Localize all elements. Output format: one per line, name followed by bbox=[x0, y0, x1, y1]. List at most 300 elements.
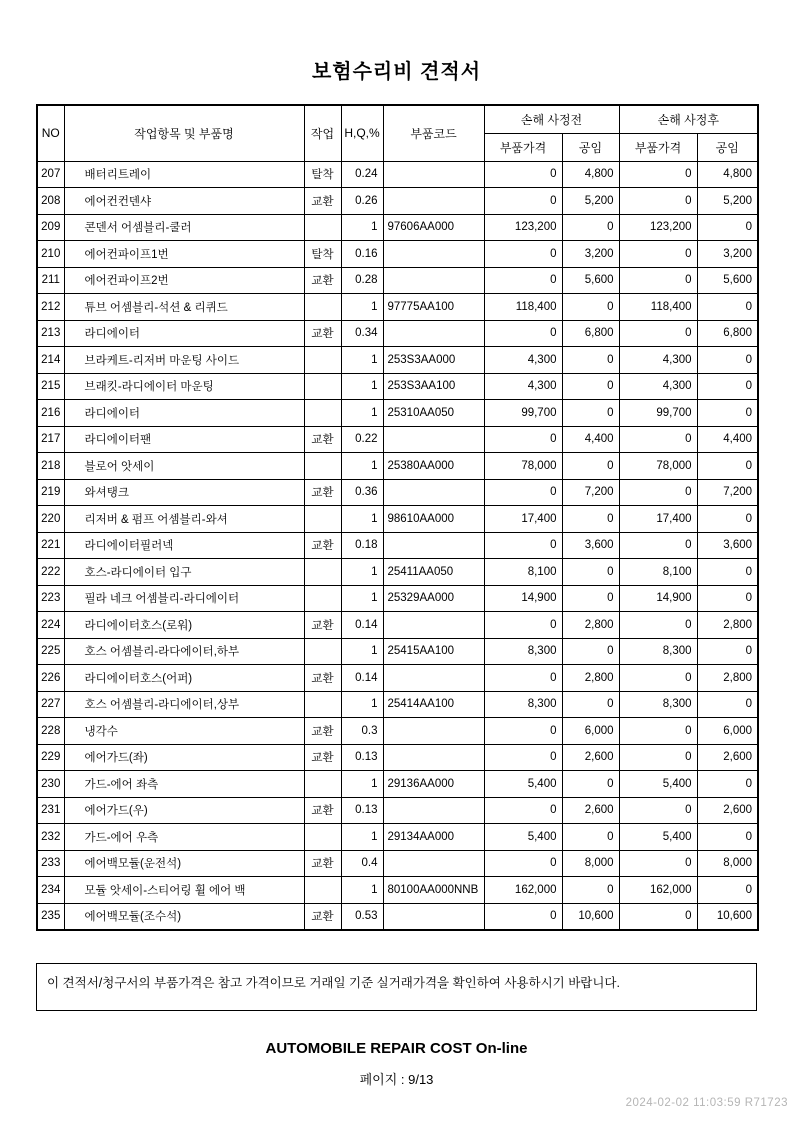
cell-work-type: 교환 bbox=[304, 612, 341, 639]
cell-item-name: 브래킷-라디에이터 마운팅 bbox=[64, 373, 304, 400]
cell-part-code bbox=[383, 426, 484, 453]
cell-hq-percent: 0.14 bbox=[341, 612, 383, 639]
cell-after-part-price: 8,100 bbox=[619, 559, 697, 586]
table-row bbox=[37, 320, 758, 347]
cell-item-name: 필라 네크 어셈블리-라디에이터 bbox=[64, 585, 304, 612]
table-row bbox=[37, 188, 758, 215]
cell-work-type bbox=[304, 453, 341, 480]
cell-hq-percent: 1 bbox=[341, 373, 383, 400]
cell-part-code: 80100AA000NNB bbox=[383, 877, 484, 904]
cell-part-code bbox=[383, 744, 484, 771]
cell-after-part-price: 118,400 bbox=[619, 294, 697, 321]
cell-part-code: 253S3AA100 bbox=[383, 373, 484, 400]
header-before-part-price: 부품가격 bbox=[484, 133, 562, 161]
cell-work-type bbox=[304, 771, 341, 798]
cell-no: 235 bbox=[37, 903, 64, 930]
cell-before-part-price: 0 bbox=[484, 665, 562, 692]
cell-after-part-price: 0 bbox=[619, 188, 697, 215]
cell-after-part-price: 0 bbox=[619, 718, 697, 745]
cell-after-part-price: 14,900 bbox=[619, 585, 697, 612]
cell-before-part-price: 0 bbox=[484, 718, 562, 745]
cell-before-part-price: 123,200 bbox=[484, 214, 562, 241]
cell-before-part-price: 0 bbox=[484, 161, 562, 188]
cell-item-name: 냉각수 bbox=[64, 718, 304, 745]
cell-no: 222 bbox=[37, 559, 64, 586]
cell-after-part-price: 123,200 bbox=[619, 214, 697, 241]
cell-item-name: 라디에이터 bbox=[64, 400, 304, 427]
cell-no: 212 bbox=[37, 294, 64, 321]
table-row bbox=[37, 797, 758, 824]
cell-before-labor: 5,600 bbox=[562, 267, 619, 294]
cell-after-part-price: 0 bbox=[619, 161, 697, 188]
cell-item-name: 라디에이터팬 bbox=[64, 426, 304, 453]
cell-after-labor: 0 bbox=[697, 453, 758, 480]
cell-work-type: 탈착 bbox=[304, 161, 341, 188]
print-timestamp: 2024-02-02 11:03:59 R71723 bbox=[625, 1097, 788, 1109]
cell-part-code: 25310AA050 bbox=[383, 400, 484, 427]
cell-work-type bbox=[304, 294, 341, 321]
cell-before-labor: 0 bbox=[562, 691, 619, 718]
header-after-labor: 공임 bbox=[697, 133, 758, 161]
cell-no: 231 bbox=[37, 797, 64, 824]
table-row bbox=[37, 850, 758, 877]
cell-part-code bbox=[383, 267, 484, 294]
cell-part-code bbox=[383, 903, 484, 930]
cell-before-labor: 0 bbox=[562, 638, 619, 665]
cell-item-name: 라디에이터호스(어퍼) bbox=[64, 665, 304, 692]
cell-item-name: 리저버 & 펌프 어셈블리-와셔 bbox=[64, 506, 304, 533]
table-row bbox=[37, 294, 758, 321]
cell-before-part-price: 8,100 bbox=[484, 559, 562, 586]
cell-after-part-price: 4,300 bbox=[619, 347, 697, 374]
cell-after-part-price: 5,400 bbox=[619, 771, 697, 798]
cell-after-labor: 2,600 bbox=[697, 744, 758, 771]
cell-before-part-price: 8,300 bbox=[484, 638, 562, 665]
cell-after-labor: 0 bbox=[697, 877, 758, 904]
cell-before-labor: 2,800 bbox=[562, 612, 619, 639]
header-after-assessment-group: 손해 사정후 bbox=[619, 105, 758, 133]
cell-part-code: 25415AA100 bbox=[383, 638, 484, 665]
cell-no: 232 bbox=[37, 824, 64, 851]
cell-after-part-price: 0 bbox=[619, 241, 697, 268]
cell-after-labor: 2,800 bbox=[697, 612, 758, 639]
cell-work-type: 교환 bbox=[304, 426, 341, 453]
cell-before-labor: 6,000 bbox=[562, 718, 619, 745]
cell-after-labor: 0 bbox=[697, 347, 758, 374]
cell-after-labor: 7,200 bbox=[697, 479, 758, 506]
cell-after-part-price: 4,300 bbox=[619, 373, 697, 400]
estimate-table-body bbox=[37, 161, 758, 930]
cell-before-part-price: 4,300 bbox=[484, 347, 562, 374]
cell-part-code bbox=[383, 718, 484, 745]
cell-before-part-price: 14,900 bbox=[484, 585, 562, 612]
cell-hq-percent: 0.4 bbox=[341, 850, 383, 877]
cell-after-labor: 2,800 bbox=[697, 665, 758, 692]
cell-part-code: 25329AA000 bbox=[383, 585, 484, 612]
table-row bbox=[37, 771, 758, 798]
cell-work-type: 교환 bbox=[304, 718, 341, 745]
cell-after-labor: 4,800 bbox=[697, 161, 758, 188]
cell-hq-percent: 1 bbox=[341, 559, 383, 586]
cell-hq-percent: 0.3 bbox=[341, 718, 383, 745]
table-row bbox=[37, 718, 758, 745]
cell-after-labor: 0 bbox=[697, 638, 758, 665]
cell-before-part-price: 0 bbox=[484, 188, 562, 215]
cell-part-code bbox=[383, 797, 484, 824]
cell-no: 220 bbox=[37, 506, 64, 533]
cell-after-labor: 0 bbox=[697, 294, 758, 321]
cell-after-labor: 0 bbox=[697, 214, 758, 241]
cell-before-part-price: 0 bbox=[484, 744, 562, 771]
brand-line: AUTOMOBILE REPAIR COST On-line bbox=[265, 1040, 528, 1057]
cell-before-labor: 2,600 bbox=[562, 744, 619, 771]
cell-part-code: 25380AA000 bbox=[383, 453, 484, 480]
cell-item-name: 에어가드(좌) bbox=[64, 744, 304, 771]
cell-work-type: 교환 bbox=[304, 320, 341, 347]
header-item-name: 작업항목 및 부품명 bbox=[64, 105, 304, 161]
cell-part-code bbox=[383, 532, 484, 559]
table-row bbox=[37, 638, 758, 665]
cell-before-part-price: 0 bbox=[484, 267, 562, 294]
cell-after-labor: 8,000 bbox=[697, 850, 758, 877]
table-row bbox=[37, 691, 758, 718]
cell-no: 209 bbox=[37, 214, 64, 241]
cell-item-name: 모듈 앗세이-스티어링 휠 에어 백 bbox=[64, 877, 304, 904]
cell-hq-percent: 1 bbox=[341, 506, 383, 533]
cell-item-name: 라디에이터 bbox=[64, 320, 304, 347]
header-work-type: 작업 bbox=[304, 105, 341, 161]
table-header bbox=[37, 105, 758, 161]
cell-part-code: 97606AA000 bbox=[383, 214, 484, 241]
table-row bbox=[37, 612, 758, 639]
cell-before-part-price: 17,400 bbox=[484, 506, 562, 533]
cell-hq-percent: 0.18 bbox=[341, 532, 383, 559]
cell-item-name: 호스 어셈블리-라디에이터,상부 bbox=[64, 691, 304, 718]
cell-no: 207 bbox=[37, 161, 64, 188]
cell-before-labor: 3,200 bbox=[562, 241, 619, 268]
cell-before-labor: 2,800 bbox=[562, 665, 619, 692]
cell-after-part-price: 0 bbox=[619, 532, 697, 559]
cell-before-part-price: 78,000 bbox=[484, 453, 562, 480]
table-row bbox=[37, 506, 758, 533]
cell-hq-percent: 0.22 bbox=[341, 426, 383, 453]
cell-hq-percent: 0.14 bbox=[341, 665, 383, 692]
table-row bbox=[37, 426, 758, 453]
cell-hq-percent: 1 bbox=[341, 347, 383, 374]
cell-item-name: 에어백모듈(조수석) bbox=[64, 903, 304, 930]
cell-after-part-price: 8,300 bbox=[619, 691, 697, 718]
cell-no: 228 bbox=[37, 718, 64, 745]
cell-after-part-price: 8,300 bbox=[619, 638, 697, 665]
cell-before-labor: 8,000 bbox=[562, 850, 619, 877]
cell-work-type: 탈착 bbox=[304, 241, 341, 268]
cell-work-type bbox=[304, 691, 341, 718]
header-part-code: 부품코드 bbox=[383, 105, 484, 161]
table-row bbox=[37, 559, 758, 586]
cell-item-name: 에어가드(우) bbox=[64, 797, 304, 824]
cell-work-type: 교환 bbox=[304, 744, 341, 771]
cell-before-labor: 0 bbox=[562, 585, 619, 612]
table-row bbox=[37, 453, 758, 480]
cell-part-code bbox=[383, 161, 484, 188]
cell-work-type bbox=[304, 559, 341, 586]
cell-before-part-price: 99,700 bbox=[484, 400, 562, 427]
cell-before-part-price: 118,400 bbox=[484, 294, 562, 321]
cell-no: 225 bbox=[37, 638, 64, 665]
cell-before-part-price: 8,300 bbox=[484, 691, 562, 718]
cell-hq-percent: 0.34 bbox=[341, 320, 383, 347]
cell-work-type: 교환 bbox=[304, 479, 341, 506]
cell-before-labor: 0 bbox=[562, 824, 619, 851]
cell-no: 224 bbox=[37, 612, 64, 639]
cell-work-type: 교환 bbox=[304, 850, 341, 877]
cell-after-labor: 3,200 bbox=[697, 241, 758, 268]
cell-after-labor: 5,600 bbox=[697, 267, 758, 294]
cell-item-name: 콘덴서 어셈블리-쿨러 bbox=[64, 214, 304, 241]
cell-part-code: 97775AA100 bbox=[383, 294, 484, 321]
repair-estimate-table bbox=[36, 104, 759, 931]
cell-before-part-price: 0 bbox=[484, 241, 562, 268]
cell-work-type bbox=[304, 400, 341, 427]
cell-item-name: 가드-에어 우측 bbox=[64, 824, 304, 851]
cell-work-type bbox=[304, 585, 341, 612]
cell-hq-percent: 1 bbox=[341, 877, 383, 904]
cell-item-name: 브라케트-리저버 마운팅 사이드 bbox=[64, 347, 304, 374]
table-row bbox=[37, 744, 758, 771]
cell-part-code bbox=[383, 241, 484, 268]
cell-work-type bbox=[304, 373, 341, 400]
cell-before-labor: 10,600 bbox=[562, 903, 619, 930]
cell-part-code bbox=[383, 188, 484, 215]
cell-after-labor: 6,000 bbox=[697, 718, 758, 745]
cell-after-part-price: 162,000 bbox=[619, 877, 697, 904]
cell-before-part-price: 0 bbox=[484, 479, 562, 506]
cell-item-name: 블로어 앗세이 bbox=[64, 453, 304, 480]
cell-after-labor: 0 bbox=[697, 506, 758, 533]
page-number-label: 페이지 : 9/13 bbox=[359, 1072, 434, 1087]
cell-before-part-price: 0 bbox=[484, 903, 562, 930]
cell-no: 227 bbox=[37, 691, 64, 718]
cell-before-labor: 0 bbox=[562, 347, 619, 374]
cell-hq-percent: 1 bbox=[341, 214, 383, 241]
cell-part-code: 29136AA000 bbox=[383, 771, 484, 798]
cell-work-type: 교환 bbox=[304, 903, 341, 930]
table-row bbox=[37, 877, 758, 904]
cell-after-labor: 0 bbox=[697, 824, 758, 851]
cell-after-part-price: 78,000 bbox=[619, 453, 697, 480]
cell-after-labor: 0 bbox=[697, 400, 758, 427]
cell-after-part-price: 0 bbox=[619, 744, 697, 771]
cell-after-part-price: 99,700 bbox=[619, 400, 697, 427]
cell-no: 223 bbox=[37, 585, 64, 612]
header-before-assessment-group: 손해 사정전 bbox=[484, 105, 619, 133]
cell-work-type bbox=[304, 506, 341, 533]
cell-work-type: 교환 bbox=[304, 532, 341, 559]
cell-part-code: 98610AA000 bbox=[383, 506, 484, 533]
cell-hq-percent: 1 bbox=[341, 294, 383, 321]
table-row bbox=[37, 665, 758, 692]
cell-before-labor: 0 bbox=[562, 771, 619, 798]
table-row bbox=[37, 373, 758, 400]
cell-hq-percent: 1 bbox=[341, 585, 383, 612]
cell-item-name: 호스-라디에이터 입구 bbox=[64, 559, 304, 586]
cell-after-part-price: 0 bbox=[619, 665, 697, 692]
table-row bbox=[37, 347, 758, 374]
cell-after-part-price: 0 bbox=[619, 426, 697, 453]
cell-before-labor: 2,600 bbox=[562, 797, 619, 824]
cell-part-code: 25414AA100 bbox=[383, 691, 484, 718]
cell-after-labor: 5,200 bbox=[697, 188, 758, 215]
cell-no: 215 bbox=[37, 373, 64, 400]
cell-after-part-price: 0 bbox=[619, 479, 697, 506]
cell-item-name: 튜브 어셈블리-석션 & 리퀴드 bbox=[64, 294, 304, 321]
cell-hq-percent: 1 bbox=[341, 824, 383, 851]
table-row bbox=[37, 479, 758, 506]
cell-before-part-price: 0 bbox=[484, 797, 562, 824]
cell-item-name: 라디에이터호스(로워) bbox=[64, 612, 304, 639]
cell-hq-percent: 0.53 bbox=[341, 903, 383, 930]
cell-no: 210 bbox=[37, 241, 64, 268]
cell-before-labor: 0 bbox=[562, 373, 619, 400]
cell-work-type bbox=[304, 877, 341, 904]
cell-hq-percent: 1 bbox=[341, 771, 383, 798]
cell-hq-percent: 1 bbox=[341, 453, 383, 480]
cell-before-labor: 7,200 bbox=[562, 479, 619, 506]
cell-after-part-price: 17,400 bbox=[619, 506, 697, 533]
cell-part-code bbox=[383, 320, 484, 347]
cell-after-labor: 0 bbox=[697, 559, 758, 586]
cell-no: 208 bbox=[37, 188, 64, 215]
notice-box bbox=[36, 963, 757, 1011]
cell-after-part-price: 0 bbox=[619, 850, 697, 877]
cell-before-part-price: 5,400 bbox=[484, 824, 562, 851]
header-after-part-price: 부품가격 bbox=[619, 133, 697, 161]
cell-hq-percent: 0.13 bbox=[341, 744, 383, 771]
cell-after-labor: 0 bbox=[697, 691, 758, 718]
cell-no: 233 bbox=[37, 850, 64, 877]
cell-hq-percent: 0.28 bbox=[341, 267, 383, 294]
cell-after-labor: 6,800 bbox=[697, 320, 758, 347]
notice-text: 이 견적서/청구서의 부품가격은 참고 가격이므로 거래일 기준 실거래가격을 확인하여 사용하시기 바랍니다. bbox=[47, 976, 620, 990]
table-row bbox=[37, 532, 758, 559]
cell-hq-percent: 0.16 bbox=[341, 241, 383, 268]
cell-part-code bbox=[383, 612, 484, 639]
cell-before-labor: 3,600 bbox=[562, 532, 619, 559]
table-row bbox=[37, 241, 758, 268]
cell-work-type bbox=[304, 638, 341, 665]
cell-hq-percent: 0.24 bbox=[341, 161, 383, 188]
header-before-labor: 공임 bbox=[562, 133, 619, 161]
cell-no: 216 bbox=[37, 400, 64, 427]
cell-before-labor: 0 bbox=[562, 877, 619, 904]
cell-no: 226 bbox=[37, 665, 64, 692]
cell-after-labor: 0 bbox=[697, 373, 758, 400]
cell-item-name: 라디에이터필러넥 bbox=[64, 532, 304, 559]
cell-after-part-price: 0 bbox=[619, 612, 697, 639]
cell-after-labor: 0 bbox=[697, 771, 758, 798]
cell-item-name: 와셔탱크 bbox=[64, 479, 304, 506]
cell-before-part-price: 0 bbox=[484, 612, 562, 639]
cell-after-part-price: 0 bbox=[619, 320, 697, 347]
cell-no: 219 bbox=[37, 479, 64, 506]
cell-before-part-price: 0 bbox=[484, 850, 562, 877]
cell-work-type bbox=[304, 214, 341, 241]
cell-work-type bbox=[304, 347, 341, 374]
cell-before-labor: 0 bbox=[562, 453, 619, 480]
header-no: NO bbox=[37, 105, 64, 161]
cell-part-code: 253S3AA000 bbox=[383, 347, 484, 374]
cell-hq-percent: 0.36 bbox=[341, 479, 383, 506]
cell-work-type: 교환 bbox=[304, 188, 341, 215]
cell-after-part-price: 0 bbox=[619, 267, 697, 294]
cell-before-part-price: 162,000 bbox=[484, 877, 562, 904]
cell-item-name: 에어컨컨덴샤 bbox=[64, 188, 304, 215]
cell-after-part-price: 5,400 bbox=[619, 824, 697, 851]
cell-before-labor: 0 bbox=[562, 506, 619, 533]
table-row bbox=[37, 267, 758, 294]
cell-no: 230 bbox=[37, 771, 64, 798]
cell-before-part-price: 5,400 bbox=[484, 771, 562, 798]
cell-item-name: 호스 어셈블리-라다에이터,하부 bbox=[64, 638, 304, 665]
cell-after-labor: 3,600 bbox=[697, 532, 758, 559]
table-row bbox=[37, 214, 758, 241]
cell-before-labor: 6,800 bbox=[562, 320, 619, 347]
cell-work-type: 교환 bbox=[304, 267, 341, 294]
cell-no: 234 bbox=[37, 877, 64, 904]
cell-part-code: 25411AA050 bbox=[383, 559, 484, 586]
cell-no: 217 bbox=[37, 426, 64, 453]
cell-before-labor: 5,200 bbox=[562, 188, 619, 215]
cell-work-type bbox=[304, 824, 341, 851]
cell-hq-percent: 1 bbox=[341, 691, 383, 718]
cell-before-part-price: 4,300 bbox=[484, 373, 562, 400]
table-row bbox=[37, 161, 758, 188]
cell-before-labor: 4,800 bbox=[562, 161, 619, 188]
cell-before-part-price: 0 bbox=[484, 426, 562, 453]
cell-no: 211 bbox=[37, 267, 64, 294]
cell-before-labor: 0 bbox=[562, 214, 619, 241]
cell-hq-percent: 0.26 bbox=[341, 188, 383, 215]
cell-work-type: 교환 bbox=[304, 797, 341, 824]
cell-before-labor: 0 bbox=[562, 294, 619, 321]
cell-part-code bbox=[383, 479, 484, 506]
cell-item-name: 에어컨파이프2번 bbox=[64, 267, 304, 294]
cell-hq-percent: 1 bbox=[341, 638, 383, 665]
cell-no: 221 bbox=[37, 532, 64, 559]
cell-item-name: 가드-에어 좌측 bbox=[64, 771, 304, 798]
cell-part-code bbox=[383, 665, 484, 692]
cell-after-labor: 10,600 bbox=[697, 903, 758, 930]
table-row bbox=[37, 903, 758, 930]
cell-item-name: 배터리트레이 bbox=[64, 161, 304, 188]
cell-part-code bbox=[383, 850, 484, 877]
cell-no: 213 bbox=[37, 320, 64, 347]
cell-hq-percent: 1 bbox=[341, 400, 383, 427]
cell-before-labor: 0 bbox=[562, 559, 619, 586]
cell-before-part-price: 0 bbox=[484, 320, 562, 347]
cell-before-part-price: 0 bbox=[484, 532, 562, 559]
table-row bbox=[37, 824, 758, 851]
cell-no: 214 bbox=[37, 347, 64, 374]
table-row bbox=[37, 400, 758, 427]
cell-after-labor: 0 bbox=[697, 585, 758, 612]
cell-after-part-price: 0 bbox=[619, 797, 697, 824]
table-row bbox=[37, 585, 758, 612]
cell-after-labor: 2,600 bbox=[697, 797, 758, 824]
cell-no: 218 bbox=[37, 453, 64, 480]
cell-before-labor: 4,400 bbox=[562, 426, 619, 453]
cell-item-name: 에어컨파이프1번 bbox=[64, 241, 304, 268]
